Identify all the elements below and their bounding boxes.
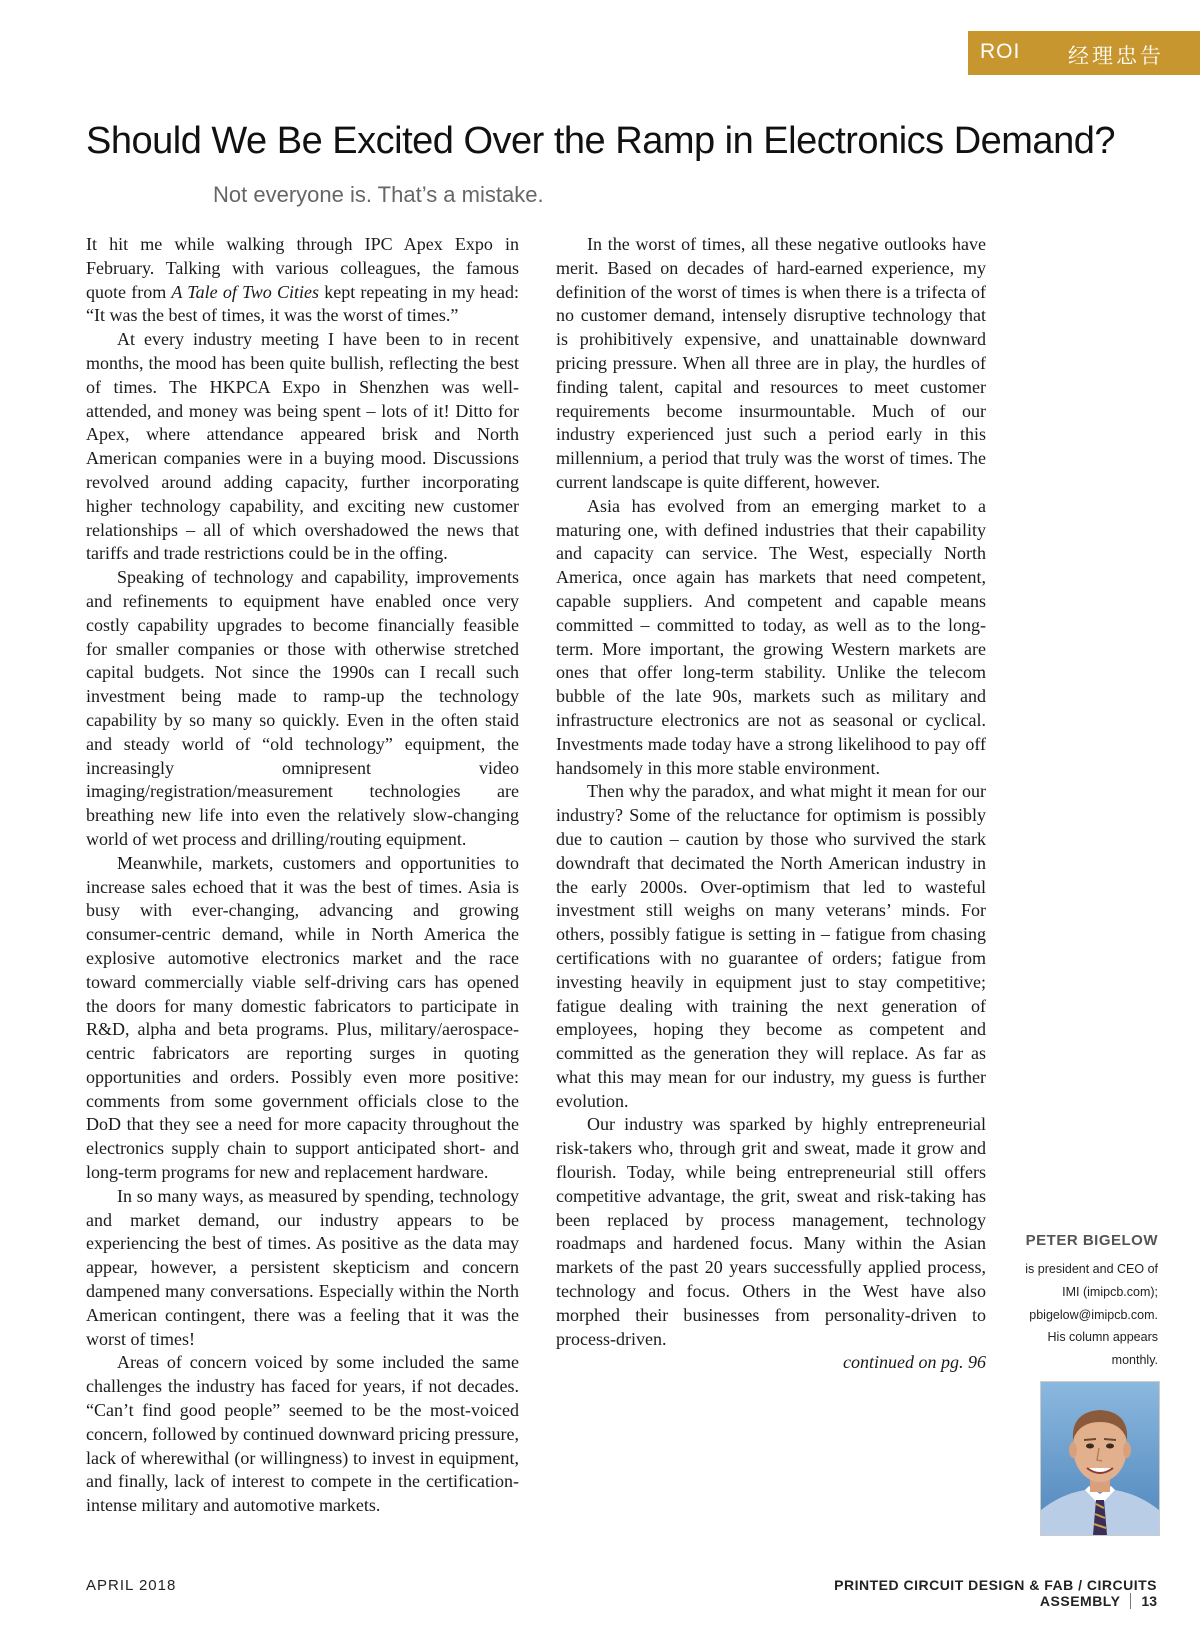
paragraph-3: Speaking of technology and capability, improvements and refinements to equipment have enabled once very costly capability upgrades to become financially feasible for smaller companies or those with otherwise stretched capital budgets. Not since the 1990s can I recall such investment being made to ramp-up the technology capability by so many so quickly. Even in the often staid and steady world of “old technology” equipment, the increasingly omnipresent video imaging/registration/measurement technologies are breathing new life into even the relatively slow-changing world of wet process and drilling/routing equipment. (86, 567, 519, 849)
author-photo (1040, 1381, 1160, 1536)
paragraph-5: In so many ways, as measured by spending, technology and market demand, our industry appears to be experiencing the best of times. As positive as the data may appear, however, a persistent skepticism and concern dampened many conversations. Especially within the North American contingent, there was a feeling that it was the worst of times! (86, 1185, 519, 1349)
page-number: 13 (1141, 1593, 1157, 1609)
article-column-left (86, 233, 519, 1518)
paragraph-2: At every industry meeting I have been to in recent months, the mood has been quite bullish, reflecting the best of times. The HKPCA Expo in Shenzhen was well-attended, and money was being spent – lots of it! Ditto for Apex, where attendance appeared brisk and North American companies were in a buying mood. Discussions revolved around adding capacity, further incorporating higher technology capability, and exciting new customer relationships – all of which overshadowed the news that tariffs and trade restrictions could be in the offing. (86, 329, 519, 564)
author-portrait-image (1041, 1382, 1159, 1535)
section-label: ROI (980, 40, 1021, 63)
footer-divider (1130, 1593, 1131, 1609)
paragraph-9: Then why the paradox, and what might it mean for our industry? Some of the reluctance for optimism is possibly due to caution – caution by those who survived the stark downdraft that decimated the North American industry in the early 2000s. Over-optimism that led to wasteful investment still weighs on many veterans’ minds. For others, possibly fatigue is setting in – fatigue from chasing certifications with no guarantee of orders; fatigue from investing heavily in equipment just to stay competitive; fatigue dealing with training the next generation of employees, hoping they become as competent and committed as the generation they will replace. As far as what this may mean for our industry, my guess is further evolution. (556, 781, 986, 1111)
author-name: PETER BIGELOW (1025, 1232, 1158, 1249)
footer-publication-line (780, 1577, 1157, 1609)
paragraph-6: Areas of concern voiced by some included the same challenges the industry has faced for years, if not decades. “Can’t find good people” seemed to be the most-voiced concern, followed by continued downward pricing pressure, lack of wherewithal (or willingness) to invest in equipment, and finally, lack of interest to compete in the certification-intense military and automotive markets. (86, 1352, 519, 1516)
article-column-right (556, 233, 986, 1375)
paragraph-7: In the worst of times, all these negative outlooks have merit. Based on decades of hard-earned experience, my definition of the worst of times is when there is a trifecta of no customer demand, intensely disruptive technology that is prohibitively expensive, and unattainable downward pricing pressure. When all three are in play, the hurdles of finding talent, capital and resources to meet customer requirements become insurmountable. Much of our industry experienced just such a period early in this millennium, a period that truly was the worst of times. The current landscape is quite different, however. (556, 234, 986, 492)
continued-note: continued on pg. 96 (843, 1352, 986, 1373)
paragraph-10: Our industry was sparked by highly entrepreneurial risk-takers who, through grit and sweat, made it grow and flourish. Today, while being entrepreneurial still offers competitive advantage, the grit, sweat and risk-taking has been replaced by process management, technology roadmaps and hardened focus. Many within the Asian markets of the past 20 years successfully applied process, technology and focus. Others in the West have also morphed their businesses from personality-driven to process-driven. (556, 1114, 986, 1349)
paragraph-1: It hit me while walking through IPC Apex Expo in February. Talking with various colleagues, the famous quote from A Tale of Two Cities kept repeating in my head: “It was the best of times, it was the worst of times.” (86, 234, 520, 326)
paragraph-4: Meanwhile, markets, customers and opportunities to increase sales echoed that it was the best of times. Asia is busy with ever-changing, advancing and growing consumer-centric demand, while in North America the explosive automotive electronics market and the race toward commercially viable self-driving cars has opened the doors for many domestic fabricators to participate in R&D, alpha and beta programs. Plus, military/aerospace-centric fabricators are reporting surges in quoting opportunities and orders. Possibly even more positive: comments from some government officials close to the DoD that they see a need for more capacity throughout the electronics supply chain to support anticipated short- and long-term programs for new and replacement hardware. (86, 852, 519, 1183)
section-label-chinese: 经理忠告 (1068, 45, 1164, 68)
article-title: Should We Be Excited Over the Ramp in Electronics Demand? (86, 120, 1115, 162)
footer-date: APRIL 2018 (86, 1577, 177, 1594)
author-bio: is president and CEO of IMI (imipcb.com); pbigelow@imipcb.com. His column appears monthly. (1025, 1262, 1158, 1368)
footer-publication: PRINTED CIRCUIT DESIGN & FAB / CIRCUITS ASSEMBLY (834, 1577, 1157, 1609)
section-banner (968, 31, 1200, 75)
article-subtitle: Not everyone is. That’s a mistake. (213, 182, 544, 207)
book-title: A Tale of Two Cities (171, 281, 319, 302)
paragraph-8: Asia has evolved from an emerging market to a maturing one, with defined industries that their capability and capacity can service. The West, especially North America, once again has markets that need competent, capable suppliers. And competent and capable means committed – committed to today, as well as to the long-term. More important, the growing Western markets are ones that offer long-term stability. Unlike the telecom bubble of the late 90s, markets such as military and infrastructure electronics are not as seasonal or cyclical. Investments made today have a strong likelihood to pay off handsomely in this more stable environment. (556, 495, 986, 778)
